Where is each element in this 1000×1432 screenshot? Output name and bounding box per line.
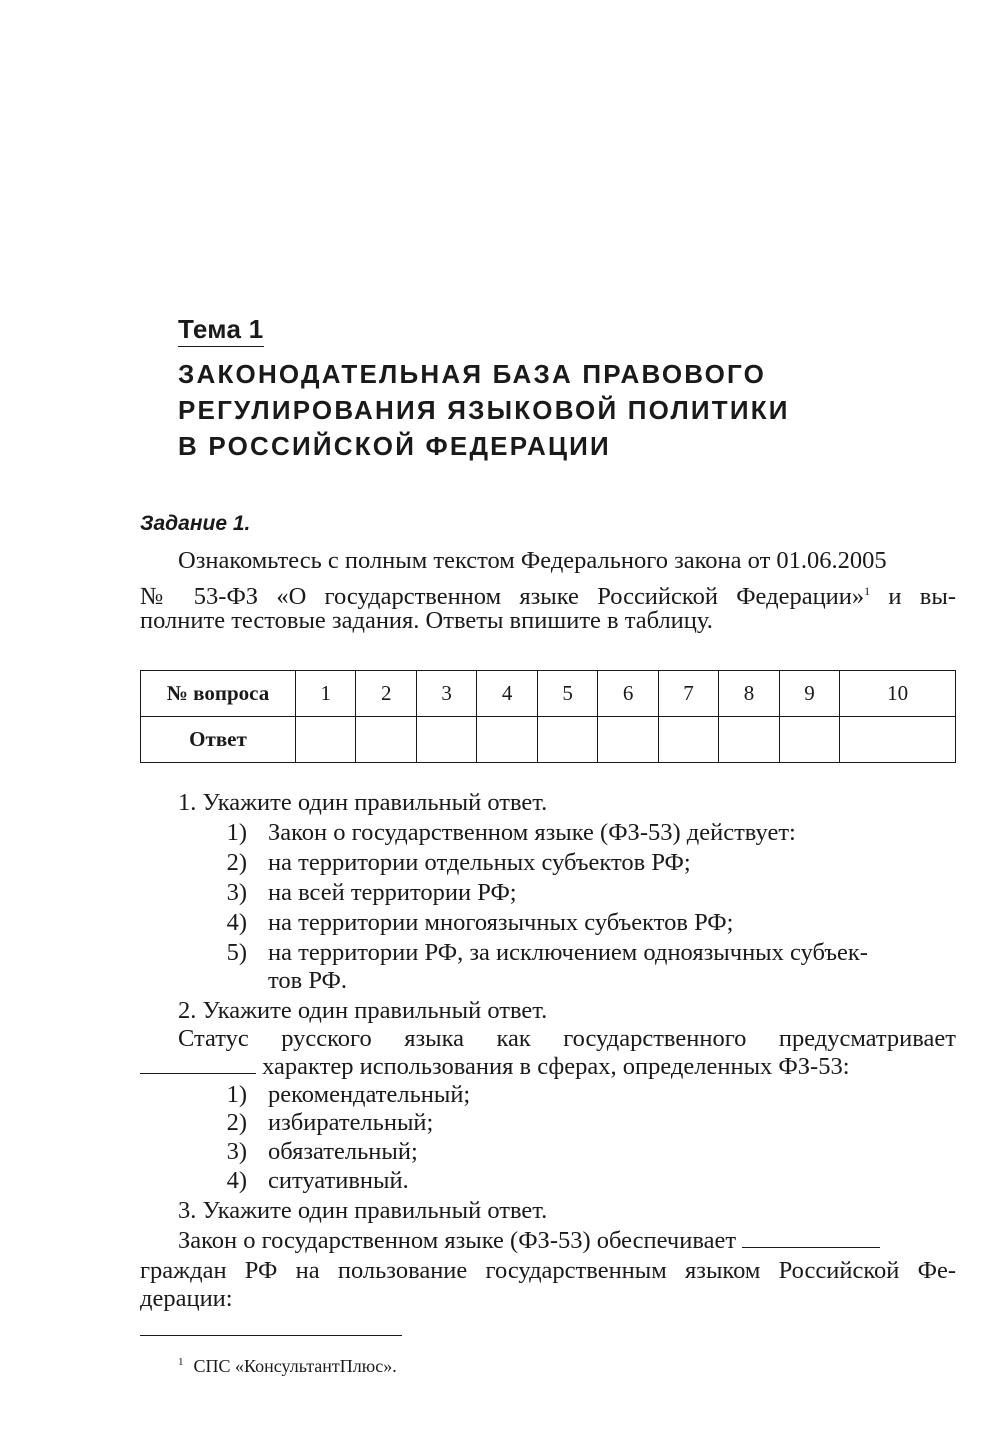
table-header-cell: Ответ: [141, 717, 296, 763]
option-number: 4): [226, 909, 247, 936]
option-text: Закон о государственном языке (ФЗ-53) действует:: [268, 819, 796, 846]
question-stem: Статус русского языка как государственного предусматривает: [178, 1025, 956, 1052]
question-number-cell: 7: [658, 671, 718, 717]
table-row: [141, 717, 956, 763]
answer-cell[interactable]: [719, 717, 779, 763]
option-number: 1): [226, 819, 247, 846]
question-number-cell: 4: [477, 671, 537, 717]
option-number: 4): [226, 1167, 247, 1194]
option-text: обязательный;: [268, 1138, 418, 1165]
question-prompt: 3. Укажите один правильный ответ.: [178, 1197, 548, 1224]
footnote-marker: 1: [178, 1356, 184, 1368]
question-stem-text: Закон о государственном языке (ФЗ-53) обеспечивает: [178, 1227, 743, 1254]
question-number-cell: 2: [356, 671, 416, 717]
question-stem: дерации:: [140, 1285, 233, 1312]
task-intro-line: полните тестовые задания. Ответы впишите в таблицу.: [140, 607, 713, 634]
answer-cell[interactable]: [537, 717, 597, 763]
topic-title-line: ЗАКОНОДАТЕЛЬНАЯ БАЗА ПРАВОВОГО: [178, 359, 767, 389]
option-text: на всей территории РФ;: [268, 879, 517, 906]
task-intro-text: № 53-ФЗ «О государственном языке Российской Федерации»: [140, 583, 865, 610]
question-number-cell: 5: [537, 671, 597, 717]
answer-cell[interactable]: [779, 717, 839, 763]
question-number-cell: 8: [719, 671, 779, 717]
question-number-cell: 6: [598, 671, 658, 717]
answer-cell[interactable]: [416, 717, 476, 763]
topic-title: [178, 356, 790, 464]
option-text-continuation: тов РФ.: [268, 967, 348, 994]
task-intro-line: Ознакомьтесь с полным текстом Федерального закона от 01.06.2005: [178, 547, 887, 574]
task-heading: Задание 1.: [140, 512, 251, 535]
question-stem: [140, 1052, 850, 1082]
task-intro-text: и вы-: [870, 583, 956, 610]
answer-cell[interactable]: [840, 717, 956, 763]
answer-cell[interactable]: [658, 717, 718, 763]
option-text: избирательный;: [268, 1109, 434, 1136]
option-number: 1): [226, 1081, 247, 1108]
option-number: 2): [226, 849, 247, 876]
topic-label: Тема 1: [178, 314, 264, 347]
option-number: 2): [226, 1109, 247, 1136]
question-prompt: 2. Укажите один правильный ответ.: [178, 997, 548, 1024]
option-number: 5): [226, 939, 247, 966]
answer-cell[interactable]: [356, 717, 416, 763]
footnote: [178, 1351, 397, 1377]
footnote-ref: 1: [864, 584, 871, 598]
answer-cell[interactable]: [477, 717, 537, 763]
fill-in-blank: [140, 1053, 256, 1074]
question-stem: граждан РФ на пользование государственным языком Российской Фе-: [140, 1257, 956, 1284]
option-number: 3): [226, 1138, 247, 1165]
table-header-cell: № вопроса: [141, 671, 296, 717]
answer-cell[interactable]: [296, 717, 356, 763]
question-stem-text: характер использования в сферах, определенных ФЗ-53:: [256, 1053, 850, 1080]
option-text: ситуативный.: [268, 1167, 409, 1194]
answer-table: [140, 670, 956, 763]
option-text: на территории многоязычных субъектов РФ;: [268, 909, 734, 936]
option-number: 3): [226, 879, 247, 906]
footnote-text: СПС «КонсультантПлюс».: [193, 1356, 397, 1376]
question-number-cell: 10: [840, 671, 956, 717]
answer-cell[interactable]: [598, 717, 658, 763]
topic-title-line: РЕГУЛИРОВАНИЯ ЯЗЫКОВОЙ ПОЛИТИКИ: [178, 395, 790, 425]
option-text: на территории отдельных субъектов РФ;: [268, 849, 691, 876]
question-prompt: 1. Укажите один правильный ответ.: [178, 789, 548, 816]
question-number-cell: 3: [416, 671, 476, 717]
footnote-divider: [140, 1335, 402, 1336]
topic-title-line: В РОССИЙСКОЙ ФЕДЕРАЦИИ: [178, 431, 611, 461]
question-number-cell: 9: [779, 671, 839, 717]
option-text: рекомендательный;: [268, 1081, 471, 1108]
fill-in-blank: [742, 1227, 880, 1248]
table-row: [141, 671, 956, 717]
question-number-cell: 1: [296, 671, 356, 717]
option-text: на территории РФ, за исключением одноязычных субъек-: [268, 939, 868, 966]
question-stem: [178, 1226, 880, 1256]
